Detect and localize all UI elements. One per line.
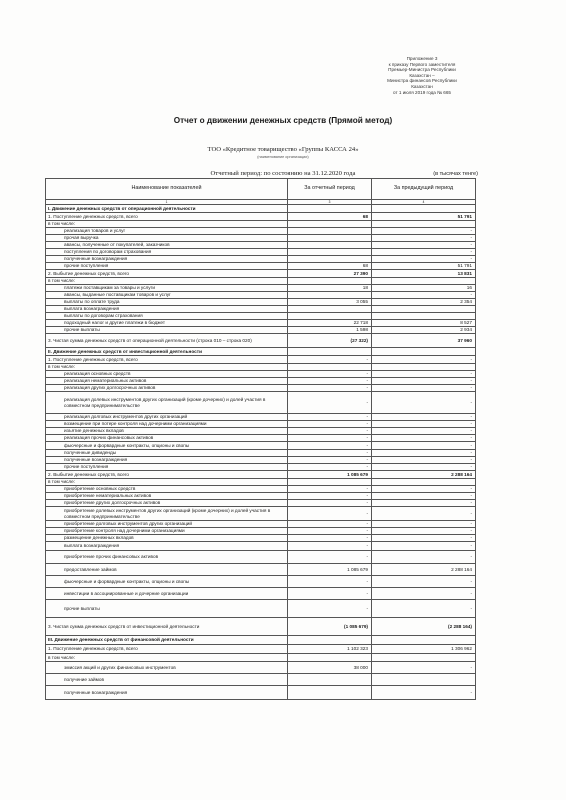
table-row <box>46 654 476 662</box>
table-row <box>46 414 476 421</box>
current-period-value <box>288 221 372 228</box>
current-period-value: - <box>288 464 372 471</box>
row-label: полученные вознаграждения <box>46 256 288 263</box>
current-period-value: 18 <box>288 285 372 292</box>
row-label: II. Движение денежных средств от инвестиционной деятельности <box>46 348 288 356</box>
previous-period-value: - <box>372 528 476 535</box>
row-label: 1. Поступление денежных средств, всего <box>46 645 288 654</box>
current-period-value: - <box>288 435 372 442</box>
appendix-line: от 1 июля 2019 года № 665 <box>393 89 451 95</box>
row-label: размещение денежных вкладов <box>46 535 288 542</box>
report-title: Отчет о движении денежных средств (Прямой метод) <box>173 116 393 125</box>
row-label: предоставление займов <box>46 564 288 576</box>
current-period-value <box>288 249 372 256</box>
current-period-value: 22 718 <box>288 320 372 327</box>
row-label: прочие поступления <box>46 464 288 471</box>
organization-caption: (наименование организации) <box>257 155 309 159</box>
table-row <box>46 600 476 618</box>
row-label: приобретение контроля над дочерними организациями <box>46 528 288 535</box>
current-period-value <box>288 313 372 320</box>
current-period-value <box>288 479 372 486</box>
current-period-value <box>288 205 372 213</box>
previous-period-value: - <box>372 414 476 421</box>
table-row <box>46 292 476 299</box>
table-row <box>46 348 476 356</box>
appendix-line: к приказу Первого заместителя <box>388 61 456 67</box>
previous-period-value: - <box>372 392 476 414</box>
current-period-value: - <box>288 486 372 493</box>
current-period-value: - <box>288 521 372 528</box>
current-period-value: - <box>288 414 372 421</box>
previous-period-value: 2 288 164 <box>372 564 476 576</box>
table-row <box>46 320 476 327</box>
previous-period-value: - <box>372 249 476 256</box>
current-period-value: 1 102 323 <box>288 645 372 654</box>
current-period-value <box>288 235 372 242</box>
table-row <box>46 371 476 378</box>
row-label: приобретение нематериальных активов <box>46 493 288 500</box>
previous-period-value: - <box>372 256 476 263</box>
current-period-value: 27 390 <box>288 270 372 278</box>
row-label: приобретение прочих финансовых активов <box>46 551 288 564</box>
table-row <box>46 221 476 228</box>
table-row <box>46 249 476 256</box>
appendix-line: Казахстан – <box>409 72 435 78</box>
row-label: реализация основных средств <box>46 371 288 378</box>
table-row <box>46 356 476 364</box>
current-period-value <box>288 278 372 285</box>
table-row <box>46 242 476 249</box>
previous-period-value: - <box>372 486 476 493</box>
current-period-value: - <box>288 535 372 542</box>
previous-period-value: - <box>372 600 476 618</box>
previous-period-value: - <box>372 500 476 507</box>
previous-period-value: - <box>372 385 476 392</box>
current-period-value: - <box>288 588 372 600</box>
column-header-previous: За предыдущий период <box>372 179 476 200</box>
table-row <box>46 313 476 320</box>
table-row <box>46 636 476 645</box>
appendix-line: Министра финансов Республики <box>387 78 457 84</box>
table-row <box>46 435 476 442</box>
previous-period-value: 2 934 <box>372 327 476 334</box>
row-label: приобретение других долгосрочных активов <box>46 500 288 507</box>
previous-period-value <box>372 348 476 356</box>
previous-period-value: - <box>372 457 476 464</box>
row-label: в том числе: <box>46 479 288 486</box>
table-row <box>46 256 476 263</box>
row-label: III. Движение денежных средств от финансовой деятельности <box>46 636 288 645</box>
previous-period-value: - <box>372 576 476 588</box>
table-row <box>46 507 476 521</box>
current-period-value: - <box>288 457 372 464</box>
row-label: 2. Выбытие денежных средств, всего <box>46 270 288 278</box>
row-label: 1. Поступление денежных средств, всего <box>46 213 288 221</box>
row-label: полученные дивиденды <box>46 450 288 457</box>
previous-period-value: 37 960 <box>372 334 476 348</box>
current-period-value: - <box>288 528 372 535</box>
current-period-value <box>288 256 372 263</box>
table-row <box>46 213 476 221</box>
table-row <box>46 263 476 270</box>
table-row <box>46 479 476 486</box>
row-label: выплата вознаграждения <box>46 542 288 551</box>
organization-name: ТОО «Кредитное товарищество «Группы КАССА 24» <box>207 146 359 153</box>
appendix-line: Приложение 3 <box>406 56 438 61</box>
row-label: реализация других долгосрочных активов <box>46 385 288 392</box>
current-period-value <box>288 242 372 249</box>
previous-period-value: - <box>372 507 476 521</box>
row-label: изъятие денежных вкладов <box>46 428 288 435</box>
previous-period-value <box>372 221 476 228</box>
row-label: авансы, полученные от покупателей, заказчиков <box>46 242 288 249</box>
previous-period-value: - <box>372 371 476 378</box>
column-header-indicator: Наименование показателей <box>46 179 288 200</box>
table-row <box>46 662 476 674</box>
row-label: 3. Чистая сумма денежных средств от инвестиционной деятельности <box>46 618 288 636</box>
row-label: поступления по договорам страхования <box>46 249 288 256</box>
current-period-value: - <box>288 576 372 588</box>
row-label: прочие выплаты <box>46 327 288 334</box>
row-label: выплата вознаграждения <box>46 306 288 313</box>
current-period-value: (1 085 679) <box>288 618 372 636</box>
table-row <box>46 306 476 313</box>
row-label: инвестиции в ассоциированные и дочерние организации <box>46 588 288 600</box>
previous-period-value: - <box>372 421 476 428</box>
appendix-note <box>362 56 482 95</box>
table-row <box>46 364 476 371</box>
table-body <box>46 205 476 700</box>
row-label: выплаты по оплате труда <box>46 299 288 306</box>
table-row <box>46 205 476 213</box>
previous-period-value <box>372 306 476 313</box>
previous-period-value: - <box>372 435 476 442</box>
current-period-value: - <box>288 442 372 450</box>
previous-period-value: - <box>372 378 476 385</box>
previous-period-value: 2 354 <box>372 299 476 306</box>
table-row <box>46 378 476 385</box>
current-period-value: - <box>288 385 372 392</box>
table-row <box>46 392 476 414</box>
column-index: 3 <box>288 200 372 205</box>
row-label: прочие выплаты <box>46 600 288 618</box>
previous-period-value <box>372 636 476 645</box>
current-period-value: - <box>288 450 372 457</box>
row-label: в том числе: <box>46 278 288 285</box>
table-row <box>46 674 476 686</box>
previous-period-value: - <box>372 686 476 700</box>
previous-period-value: 51 791 <box>372 263 476 270</box>
current-period-value <box>288 686 372 700</box>
previous-period-value: 13 831 <box>372 270 476 278</box>
current-period-value: - <box>288 378 372 385</box>
previous-period-value <box>372 674 476 686</box>
current-period-value: - <box>288 542 372 551</box>
table-row <box>46 270 476 278</box>
table-row <box>46 588 476 600</box>
column-header-current: За отчетный период <box>288 179 372 200</box>
previous-period-value: 1 306 962 <box>372 645 476 654</box>
previous-period-value: - <box>372 235 476 242</box>
current-period-value: (27 322) <box>288 334 372 348</box>
previous-period-value: (2 288 164) <box>372 618 476 636</box>
table-row <box>46 278 476 285</box>
table-row <box>46 564 476 576</box>
table-row <box>46 442 476 450</box>
current-period-value: - <box>288 493 372 500</box>
previous-period-value: - <box>372 588 476 600</box>
units-note: (в тысячах тенге) <box>433 171 478 177</box>
table-row <box>46 457 476 464</box>
table-row <box>46 500 476 507</box>
current-period-value: 1 085 679 <box>288 471 372 479</box>
table-row <box>46 228 476 235</box>
current-period-value <box>288 636 372 645</box>
current-period-value <box>288 292 372 299</box>
table-row <box>46 385 476 392</box>
current-period-value: 68 <box>288 213 372 221</box>
table-row <box>46 535 476 542</box>
row-label: фьючерсные и форвардные контракты, опционы и свопы <box>46 442 288 450</box>
previous-period-value <box>372 364 476 371</box>
previous-period-value: - <box>372 242 476 249</box>
current-period-value: - <box>288 392 372 414</box>
previous-period-value: - <box>372 535 476 542</box>
current-period-value: 3 055 <box>288 299 372 306</box>
previous-period-value: - <box>372 450 476 457</box>
table-row <box>46 493 476 500</box>
row-label: 3. Чистая сумма денежных средств от операционной деятельности (строка 010 – строка 020) <box>46 334 288 348</box>
current-period-value <box>288 654 372 662</box>
current-period-value: - <box>288 600 372 618</box>
previous-period-value <box>372 205 476 213</box>
table-row <box>46 450 476 457</box>
row-label: реализация долговых инструментов других организаций <box>46 414 288 421</box>
row-label: полученные вознаграждения <box>46 686 288 700</box>
table-row <box>46 421 476 428</box>
table-row <box>46 334 476 348</box>
column-index: 4 <box>372 200 476 205</box>
table-row <box>46 235 476 242</box>
row-label: получение займов <box>46 674 288 686</box>
previous-period-value: - <box>372 662 476 674</box>
appendix-line: Казахстан <box>411 83 433 89</box>
table-row <box>46 542 476 551</box>
cash-flow-table <box>45 178 476 700</box>
row-label: приобретение основных средств <box>46 486 288 493</box>
row-label: эмиссия акций и других финансовых инструментов <box>46 662 288 674</box>
row-label: реализация долевых инструментов других организаций (кроме дочерних) и долей участия в совместном предпринимательстве <box>46 392 288 414</box>
table-row <box>46 551 476 564</box>
current-period-value: - <box>288 507 372 521</box>
current-period-value: 1 085 679 <box>288 564 372 576</box>
current-period-value: 38 000 <box>288 662 372 674</box>
row-label: I. Движение денежных средств от операционной деятельности <box>46 205 288 213</box>
current-period-value: - <box>288 500 372 507</box>
row-label: приобретение долевых инструментов других организаций (кроме дочерних) и долей участия в совместном предпринимательстве <box>46 507 288 521</box>
current-period-value: - <box>288 356 372 364</box>
row-label: прочие поступления <box>46 263 288 270</box>
previous-period-value <box>372 654 476 662</box>
row-label: платежи поставщикам за товары и услуги <box>46 285 288 292</box>
current-period-value: - <box>288 428 372 435</box>
previous-period-value: 16 <box>372 285 476 292</box>
row-label: реализация товаров и услуг <box>46 228 288 235</box>
appendix-line: Премьер-Министра Республики <box>388 67 456 73</box>
current-period-value <box>288 306 372 313</box>
current-period-value: - <box>288 371 372 378</box>
previous-period-value <box>372 479 476 486</box>
previous-period-value: - <box>372 551 476 564</box>
row-label: реализация прочих финансовых активов <box>46 435 288 442</box>
previous-period-value: - <box>372 356 476 364</box>
table-header-row <box>46 179 476 200</box>
previous-period-value: - <box>372 292 476 299</box>
previous-period-value: - <box>372 521 476 528</box>
previous-period-value: - <box>372 542 476 551</box>
current-period-value: - <box>288 551 372 564</box>
previous-period-value: - <box>372 442 476 450</box>
current-period-value <box>288 674 372 686</box>
previous-period-value: 51 791 <box>372 213 476 221</box>
table-row <box>46 327 476 334</box>
row-label: в том числе: <box>46 221 288 228</box>
row-label: полученные вознаграждения <box>46 457 288 464</box>
previous-period-value: - <box>372 428 476 435</box>
previous-period-value: - <box>372 493 476 500</box>
row-label: в том числе: <box>46 364 288 371</box>
previous-period-value: 2 288 164 <box>372 471 476 479</box>
table-row <box>46 285 476 292</box>
table-row <box>46 464 476 471</box>
previous-period-value: - <box>372 228 476 235</box>
previous-period-value: - <box>372 464 476 471</box>
current-period-value <box>288 348 372 356</box>
reporting-period: Отчетный период: по состоянию на 31.12.2020 года <box>210 170 356 177</box>
row-label: авансы, выданные поставщикам товаров и услуг <box>46 292 288 299</box>
table-row <box>46 686 476 700</box>
previous-period-value <box>372 313 476 320</box>
current-period-value: - <box>288 421 372 428</box>
row-label: возмещение при потере контроля над дочерними организациями <box>46 421 288 428</box>
table-row <box>46 528 476 535</box>
previous-period-value: 8 527 <box>372 320 476 327</box>
row-label: в том числе: <box>46 654 288 662</box>
table-row <box>46 576 476 588</box>
row-label: приобретение долговых инструментов других организаций <box>46 521 288 528</box>
table-row <box>46 521 476 528</box>
row-label: фьючерсные и форвардные контракты, опционы и свопы <box>46 576 288 588</box>
table-row <box>46 428 476 435</box>
current-period-value: 68 <box>288 263 372 270</box>
table-row <box>46 645 476 654</box>
table-row <box>46 299 476 306</box>
table-row <box>46 618 476 636</box>
row-label: прочая выручка <box>46 235 288 242</box>
column-index: 1 <box>46 200 288 205</box>
row-label: 2. Выбытие денежных средств, всего <box>46 471 288 479</box>
current-period-value <box>288 228 372 235</box>
previous-period-value <box>372 278 476 285</box>
current-period-value: 1 598 <box>288 327 372 334</box>
table-row <box>46 486 476 493</box>
row-label: подоходный налог и другие платежи в бюджет <box>46 320 288 327</box>
row-label: реализация нематериальных активов <box>46 378 288 385</box>
table-row <box>46 471 476 479</box>
current-period-value <box>288 364 372 371</box>
row-label: выплаты по договорам страхования <box>46 313 288 320</box>
row-label: 1. Поступление денежных средств, всего <box>46 356 288 364</box>
